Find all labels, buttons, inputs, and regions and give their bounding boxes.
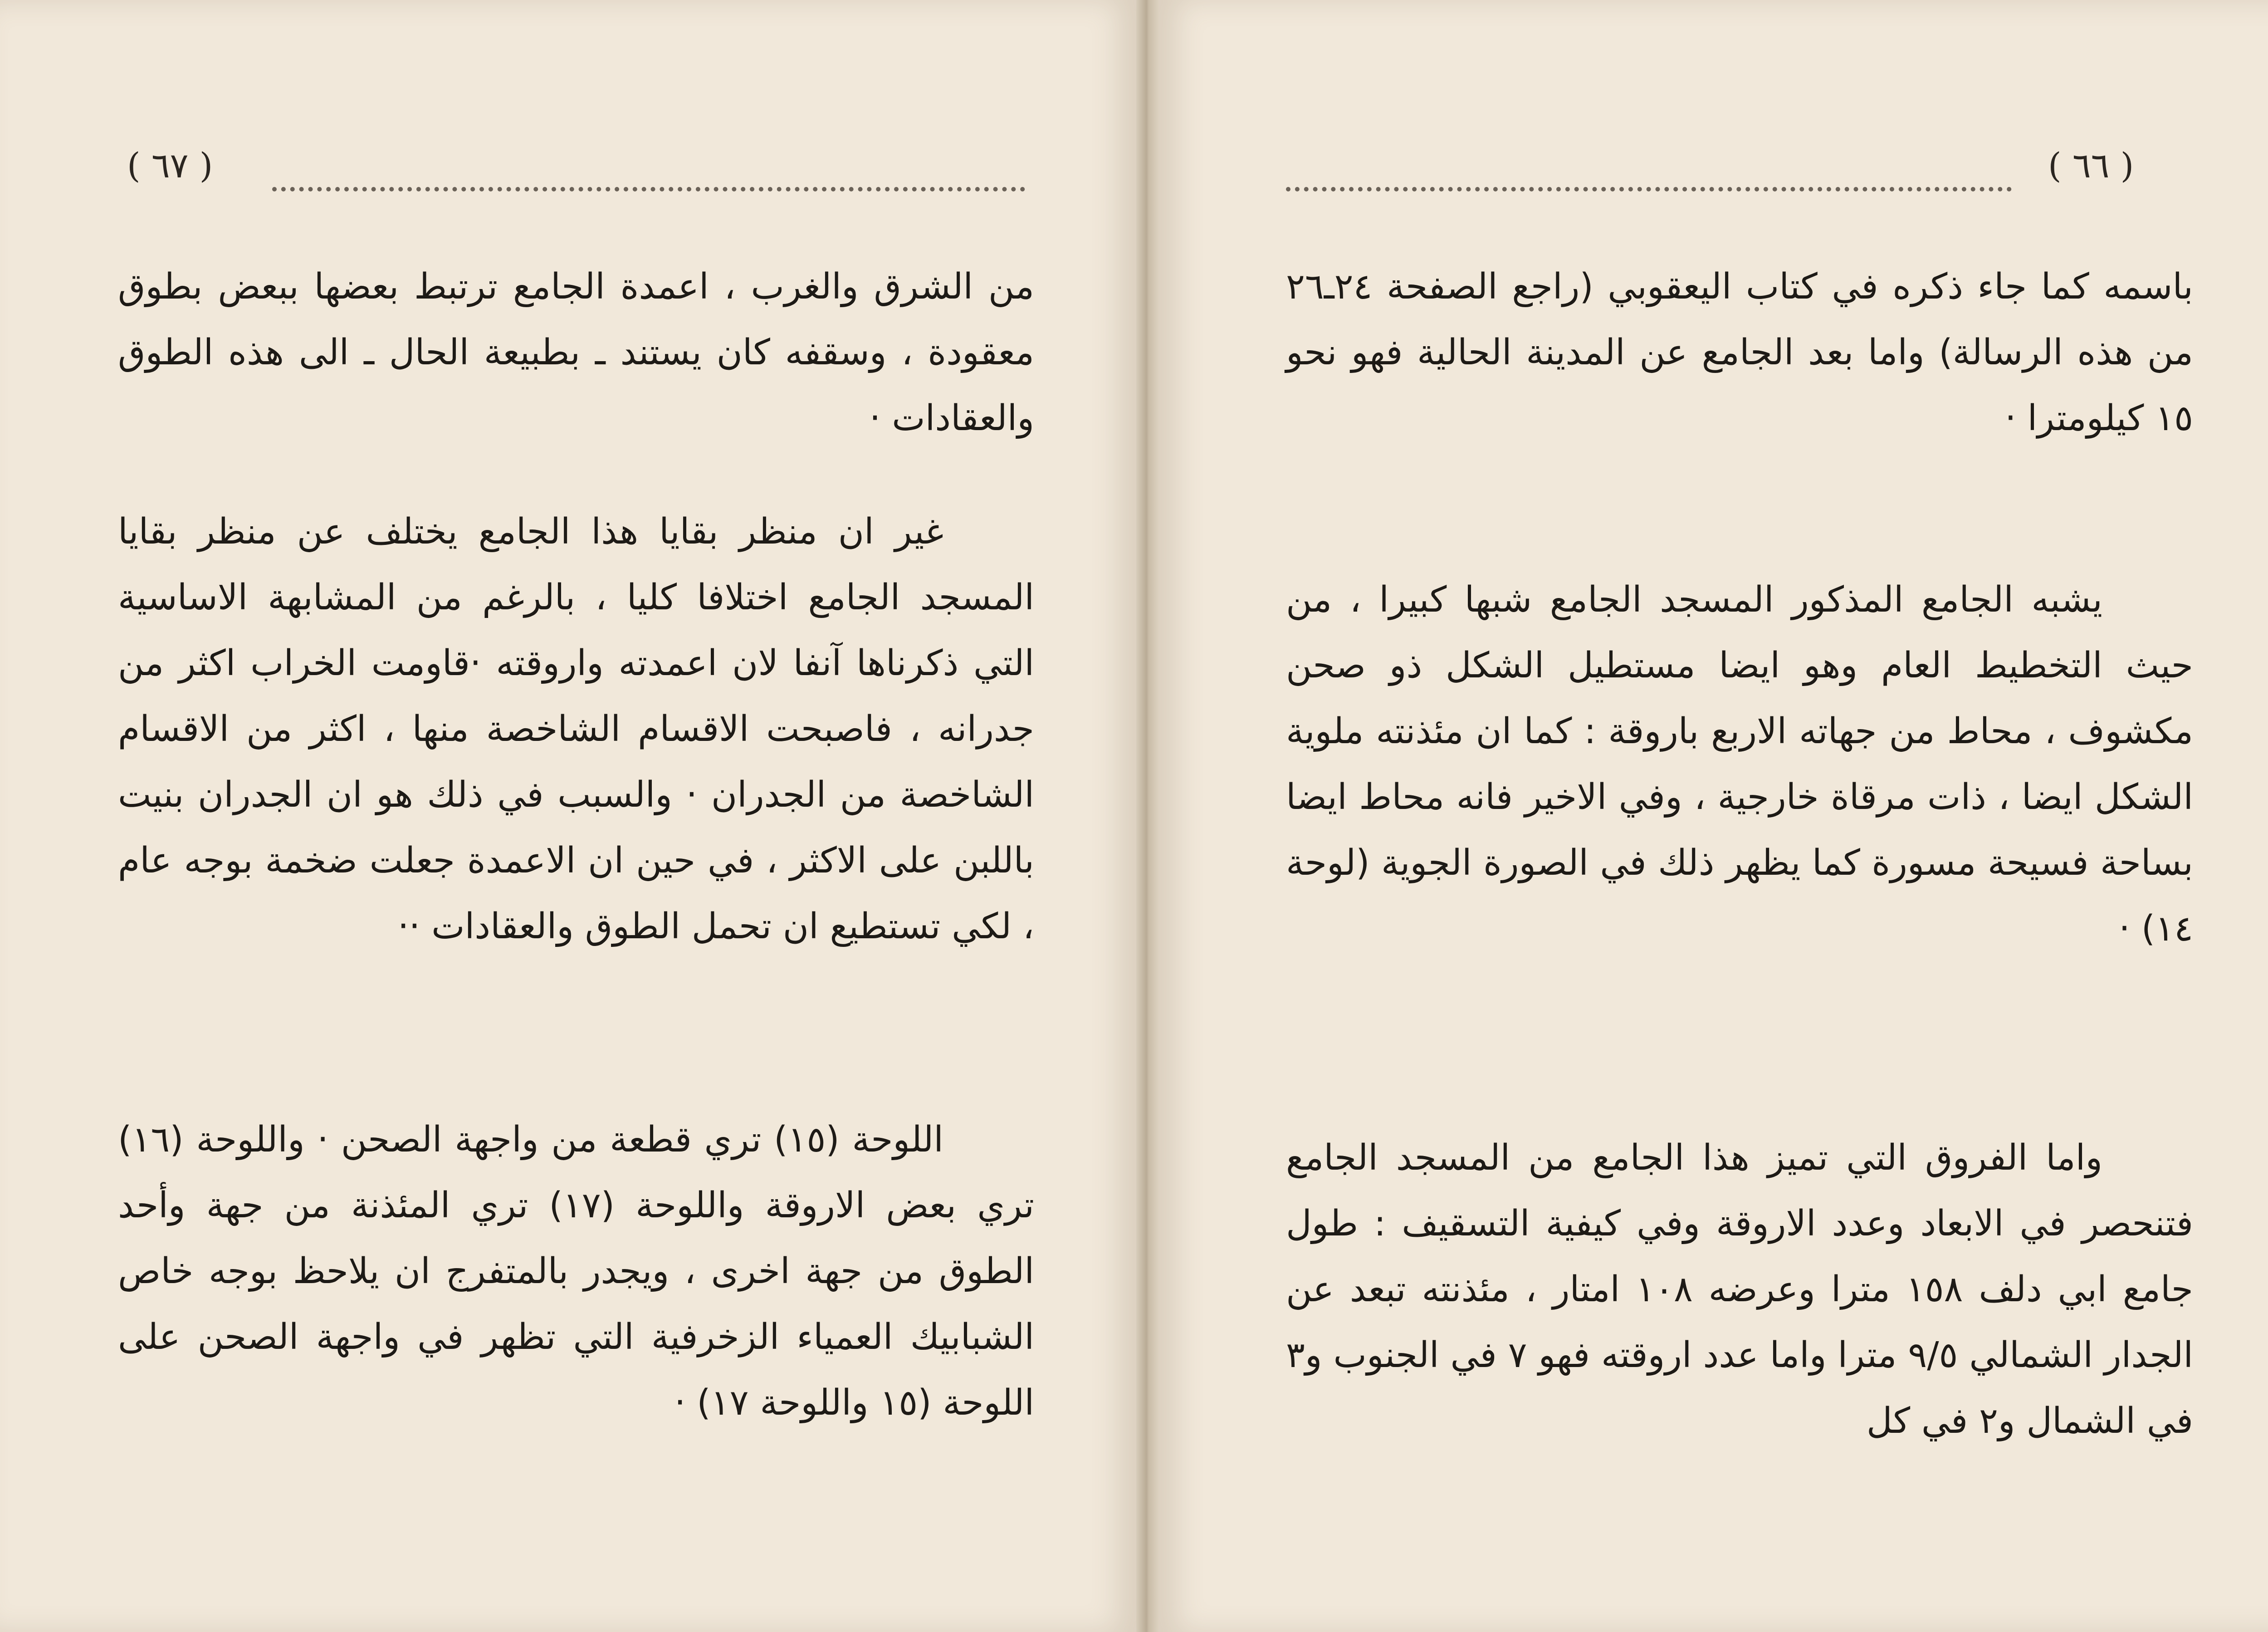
book-gutter (1136, 0, 1159, 1632)
paragraph (118, 1107, 1034, 1436)
header-dotted-rule (272, 187, 1025, 191)
paragraph (118, 499, 1034, 960)
paragraph (118, 254, 1034, 451)
paragraph (1286, 254, 2193, 451)
paragraph-text: اللوحة (١٥) تري قطعة من واجهة الصحن · واللوحة (١٦) تري بعض الاروقة واللوحة (١٧) تري المئذنة من جهة وأحد الطوق من جهة اخرى ، ويجدر بالمتفرج ان يلاحظ بوجه خاص الشبابيك العمياء الزخرفية التي تظهر في واجهة الصحن على اللوحة (١٥ واللوحة ١٧) · (118, 1119, 1034, 1423)
paragraph-text: واما الفروق التي تميز هذا الجامع من المسجد الجامع فتنحصر في الابعاد وعدد الاروقة وفي كيفية التسقيف : طول جامع ابي دلف ١٥٨ مترا وعرضه ١٠٨ امتار ، مئذنته تبعد عن الجدار الشمالي ٩/٥ مترا واما عدد اروقته فهو ٧ في الجنوب و٣ في الشمال و٢ في كل (1286, 1137, 2194, 1441)
page-number: ( ٦٦ ) (2048, 145, 2134, 186)
page-number: ( ٦٧ ) (127, 145, 213, 186)
paragraph-text: من الشرق والغرب ، اعمدة الجامع ترتبط بعضها ببعض بطوق معقودة ، وسقفه كان يستند ـ بطبيعة الحال ـ الى هذه الطوق والعقادات · (118, 266, 1034, 439)
right-page (1159, 0, 2268, 1632)
paragraph-text: غير ان منظر بقايا هذا الجامع يختلف عن منظر بقايا المسجد الجامع اختلافا كليا ، بالرغم من المشابهة الاساسية التي ذكرناها آنفا لان اعمدته واروقته ·قاومت الخراب اكثر من جدرانه ، فاصبحت الاقسام الشاخصة منها ، اكثر من الاقسام الشاخصة من الجدران · والسبب في ذلك هو ان الجدران بنيت باللبن على الاكثر ، في حين ان الاعمدة جعلت ضخمة بوجه عام ، لكي تستطيع ان تحمل الطوق والعقادات ·· (118, 511, 1034, 947)
paragraph-text: باسمه كما جاء ذكره في كتاب اليعقوبي (راجع الصفحة ٢٤ـ٢٦ من هذه الرسالة) واما بعد الجامع عن المدينة الحالية فهو نحو ١٥ كيلومترا · (1286, 266, 2193, 439)
header-dotted-rule (1286, 187, 2012, 191)
paragraph (1286, 1125, 2193, 1454)
paragraph (1286, 567, 2193, 962)
paragraph-text: يشبه الجامع المذكور المسجد الجامع شبها كبيرا ، من حيث التخطيط العام وهو ايضا مستطيل الشكل ذو صحن مكشوف ، محاط من جهاته الاربع باروقة : كما ان مئذنته ملوية الشكل ايضا ، ذات مرقاة خارجية ، وفي الاخير فانه محاط ايضا بساحة فسيحة مسورة كما يظهر ذلك في الصورة الجوية (لوحة ١٤) · (1286, 579, 2193, 949)
